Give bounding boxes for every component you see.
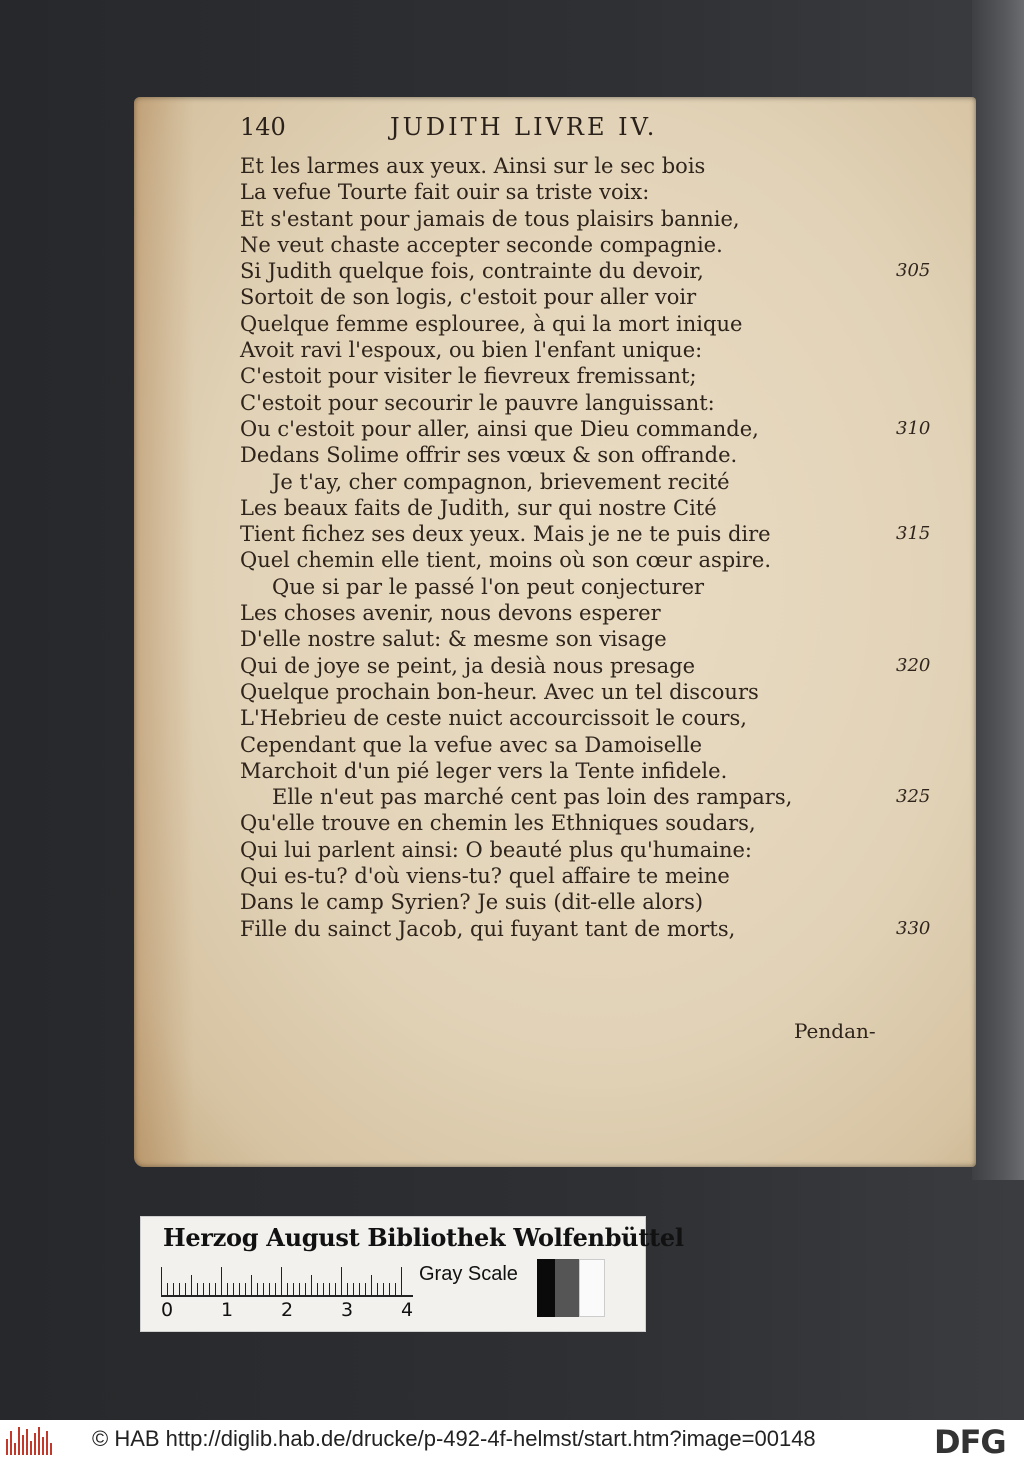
ruler-tick: [335, 1283, 336, 1295]
ruler-tick: [197, 1283, 198, 1295]
ruler-numbers: [161, 1299, 421, 1323]
verse-line: Ne veut chaste accepter seconde compagnie.: [240, 232, 723, 257]
swatch-black: [537, 1259, 555, 1317]
running-head: [240, 113, 800, 147]
verse-line: L'Hebrieu de ceste nuict accourcissoit le cours,: [240, 706, 747, 731]
ruler-tick: [269, 1283, 270, 1295]
ruler-tick: [161, 1267, 162, 1295]
logo-bar: [14, 1443, 16, 1455]
swatch-gray: [555, 1259, 579, 1317]
line-number: 305: [896, 260, 931, 282]
verse-line: La vefue Tourte fait ouir sa triste voix:: [240, 180, 650, 205]
ruler-tick: [317, 1283, 318, 1295]
verse-line: Fille du sainct Jacob, qui fuyant tant de morts,: [240, 916, 736, 941]
verse-line: Qui es-tu? d'où viens-tu? quel affaire te meine: [240, 864, 730, 889]
logo-bar: [6, 1439, 8, 1455]
verse-line: Quel chemin elle tient, moins où son cœur aspire.: [240, 548, 772, 573]
logo-bar: [50, 1443, 52, 1455]
footer-bar: [0, 1420, 1024, 1462]
verse-line: Tient fichez ses deux yeux. Mais je ne te puis dire: [240, 522, 771, 547]
ruler-tick: [191, 1275, 192, 1295]
verse-line: Les beaux faits de Judith, sur qui nostre Cité: [240, 495, 717, 520]
verse-line: Quelque femme esplouree, à qui la mort inique: [240, 311, 743, 336]
verse-line: Qu'elle trouve en chemin les Ethniques soudars,: [240, 811, 756, 836]
ruler-number: 0: [161, 1299, 174, 1321]
scale-ruler: [161, 1265, 413, 1297]
ruler-tick: [353, 1283, 354, 1295]
verse-line: Sortoit de son logis, c'estoit pour aller voir: [240, 285, 697, 310]
gray-scale-swatches: [537, 1259, 607, 1317]
ruler-tick: [287, 1283, 288, 1295]
ruler-tick: [305, 1283, 306, 1295]
verse-text: [240, 153, 840, 942]
ruler-tick: [215, 1283, 216, 1295]
logo-bar: [22, 1435, 24, 1455]
ruler-tick: [251, 1275, 252, 1295]
verse-line: C'estoit pour secourir le pauvre languissant:: [240, 390, 715, 415]
ruler-tick: [311, 1275, 312, 1295]
verse-line: Marchoit d'un pié leger vers la Tente infidele.: [240, 758, 728, 783]
swatch-white: [579, 1259, 605, 1317]
line-number: 330: [896, 917, 931, 939]
ruler-tick: [203, 1283, 204, 1295]
logo-bar: [38, 1427, 40, 1455]
verse-line: Dans le camp Syrien? Je suis (dit-elle alors): [240, 890, 704, 915]
ruler-tick: [245, 1283, 246, 1295]
ruler-tick: [365, 1283, 366, 1295]
ruler-tick: [263, 1283, 264, 1295]
ruler-tick: [389, 1283, 390, 1295]
ruler-tick: [377, 1283, 378, 1295]
line-number: 310: [896, 418, 931, 439]
ruler-tick: [323, 1283, 324, 1295]
adjacent-page-edge: [972, 0, 1024, 1180]
ruler-tick: [299, 1283, 300, 1295]
logo-bar: [10, 1431, 12, 1455]
ruler-number: 2: [281, 1299, 294, 1321]
verse-line: Cependant que la vefue avec sa Damoiselle: [240, 732, 703, 757]
ruler-tick: [359, 1283, 360, 1295]
ruler-tick: [275, 1283, 276, 1295]
line-number: 320: [896, 654, 931, 676]
ruler-number: 4: [401, 1299, 414, 1321]
ruler-tick: [347, 1283, 348, 1295]
verse-line: Avoit ravi l'espoux, ou bien l'enfant unique:: [240, 338, 703, 363]
verse-line: Qui de joye se peint, ja desià nous presage: [240, 653, 696, 678]
ruler-tick: [239, 1283, 240, 1295]
logo-bar: [42, 1437, 44, 1455]
logo-bar: [46, 1431, 48, 1455]
ruler-tick: [233, 1283, 234, 1295]
verse-line: Je t'ay, cher compagnon, brievement recité: [272, 469, 730, 494]
book-page: [134, 97, 976, 1167]
verse-line: Et les larmes aux yeux. Ainsi sur le sec bois: [240, 154, 706, 178]
ruler-tick: [281, 1267, 282, 1295]
ruler-tick: [395, 1283, 396, 1295]
verse-line: Et s'estant pour jamais de tous plaisirs bannie,: [240, 206, 740, 231]
ruler-tick: [371, 1275, 372, 1295]
verse-line: C'estoit pour visiter le fievreux fremissant;: [240, 364, 697, 389]
ruler-tick: [329, 1283, 330, 1295]
ruler-tick: [227, 1283, 228, 1295]
ruler-tick: [221, 1267, 222, 1295]
verse-line: Quelque prochain bon-heur. Avec un tel discours: [240, 679, 759, 704]
verse-line: Ou c'estoit pour aller, ainsi que Dieu commande,: [240, 416, 759, 441]
logo-bar: [34, 1433, 36, 1455]
page-number: 140: [240, 113, 286, 141]
ruler-tick: [209, 1283, 210, 1295]
ruler-tick: [383, 1283, 384, 1295]
verse-line: Les choses avenir, nous devons esperer: [240, 601, 661, 626]
running-title: JUDITH LIVRE IV.: [390, 113, 658, 141]
verse-line: Si Judith quelque fois, contrainte du devoir,: [240, 259, 704, 284]
verse-line: Elle n'eut pas marché cent pas loin des rampars,: [272, 785, 793, 810]
dfg-logo: DFG: [934, 1423, 1006, 1461]
catchword: Pendan-: [794, 1019, 876, 1043]
logo-bar: [26, 1429, 28, 1455]
ruler-tick: [401, 1267, 402, 1295]
verse-line: Dedans Solime offrir ses vœux & son offrande.: [240, 443, 738, 468]
ruler-tick: [341, 1267, 342, 1295]
line-number-column: [896, 153, 956, 1053]
line-number: 315: [896, 523, 931, 545]
ruler-tick: [257, 1283, 258, 1295]
ruler-number: 3: [341, 1299, 354, 1321]
line-number: 325: [896, 786, 931, 808]
gray-scale-label: Gray Scale: [419, 1263, 518, 1285]
ruler-tick: [167, 1283, 168, 1295]
logo-bar: [30, 1441, 32, 1455]
ruler-tick: [179, 1283, 180, 1295]
verse-line: Que si par le passé l'on peut conjecturer: [272, 574, 705, 599]
logo-bar: [18, 1427, 20, 1455]
library-name: Herzog August Bibliothek Wolfenbüttel: [163, 1223, 684, 1252]
footer-citation-link[interactable]: © HAB http://diglib.hab.de/drucke/p-492-4f-helmst/start.htm?image=00148: [92, 1426, 816, 1451]
library-label-card: [140, 1216, 684, 1332]
ruler-tick: [173, 1283, 174, 1295]
verse-line: Qui lui parlent ainsi: O beauté plus qu'humaine:: [240, 837, 753, 862]
hab-logo-icon: [6, 1427, 52, 1455]
ruler-number: 1: [221, 1299, 234, 1321]
ruler-tick: [293, 1283, 294, 1295]
ruler-tick: [185, 1283, 186, 1295]
verse-line: D'elle nostre salut: & mesme son visage: [240, 627, 667, 652]
